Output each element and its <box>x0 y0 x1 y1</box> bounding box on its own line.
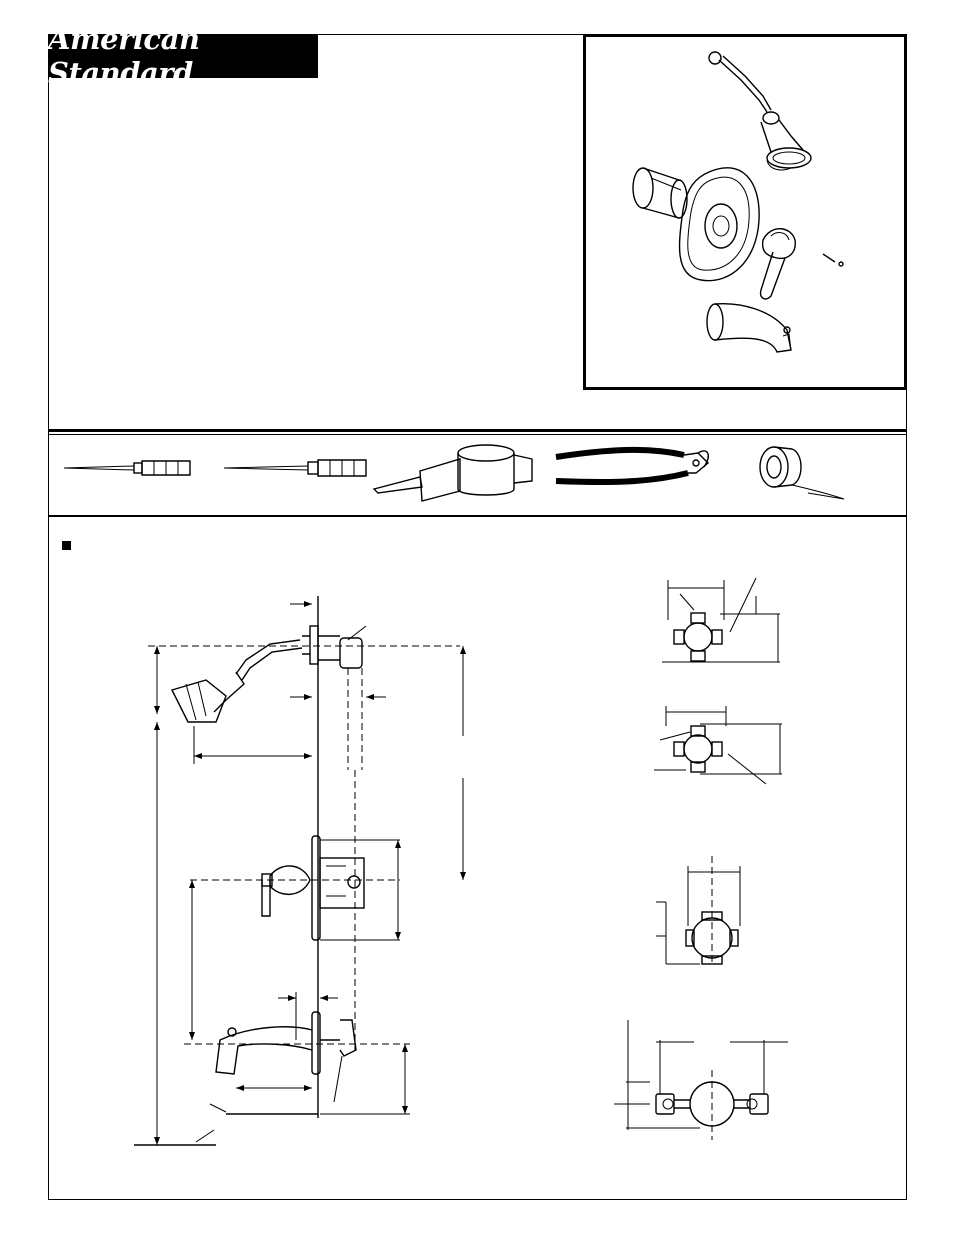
dimension-lines <box>154 601 466 1145</box>
brand-name: American Standard <box>48 22 200 90</box>
valve-top-view-2 <box>654 706 782 784</box>
valve-body-icon <box>262 836 364 940</box>
shower-riser <box>318 626 366 770</box>
shower-head-icon <box>172 626 318 722</box>
valve-top-view-4 <box>614 1020 788 1140</box>
tub-spout-icon <box>216 1012 356 1074</box>
valve-top-view-1 <box>662 578 780 662</box>
valve-top-view-3 <box>656 856 740 966</box>
